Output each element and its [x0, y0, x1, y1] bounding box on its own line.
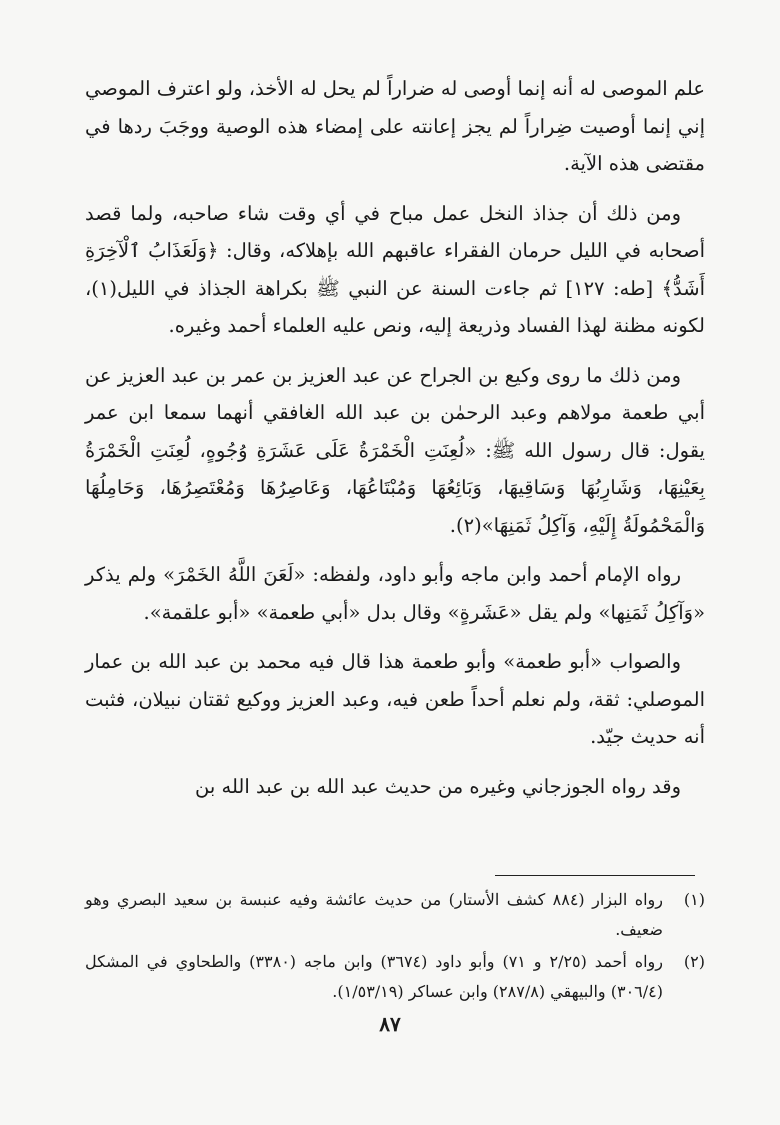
page-number: ٨٧ [379, 1012, 401, 1036]
footnote-number: (١) [683, 890, 705, 909]
footnote [85, 885, 705, 945]
footnote-text: رواه أحمد (٢/٢٥ و ٧١) وأبو داود (٣٦٧٤) وابن ماجه (٣٣٨٠) والطحاوي في المشكل (٣٠٦/٤) والبيهقي (٢٨٧/٨) وابن عساكر (١/٥٣/١٩). [85, 952, 663, 1001]
footnote-number: (٢) [683, 952, 705, 971]
footnote-divider [495, 875, 695, 876]
paragraph: ومن ذلك أن جذاذ النخل عمل مباح في أي وقت شاء صاحبه، ولما قصد أصحابه في الليل حرمان الفقراء عاقبهم الله بإهلاكه، وقال: ﴿وَلَعَذَابُ ٱلْآخِرَةِ أَشَدُّ﴾ [طه: ١٢٧] ثم جاءت السنة عن النبي ﷺ بكراهة الجذاذ في الليل(١)، لكونه مظنة لهذا الفساد وذريعة إليه، ونص عليه العلماء أحمد وغيره. [85, 201, 706, 337]
paragraph: وقد رواه الجوزجاني وغيره من حديث عبد الله بن عبد الله بن [195, 774, 681, 798]
main-text [85, 70, 705, 817]
footnote-text: رواه البزار (٨٨٤ كشف الأستار) من حديث عائشة وفيه عنبسة بن سعيد البصري وهو ضعيف. [85, 890, 663, 939]
paragraph: رواه الإمام أحمد وابن ماجه وأبو داود، ولفظه: «لَعَنَ اللَّهُ الخَمْرَ» ولم يذكر «وَآكِلُ ثَمَنِها» ولم يقل «عَشَرةٍ» وقال بدل «أبي طعمة» «أبو علقمة». [85, 563, 705, 624]
paragraph: ومن ذلك ما روى وكيع بن الجراح عن عبد العزيز بن عمر بن عبد العزيز عن أبي طعمة مولاهم وعبد الرحمٰن بن عبد الله الغافقي أنهما سمعا ابن عمر يقول: قال رسول الله ﷺ: «لُعِنَتِ الْخَمْرَةُ عَلَى عَشَرَةِ وُجُوهٍ، لُعِنَتِ الْخَمْرَةُ بِعَيْنِهَا، وَشَارِبُهَا وَسَاقِيهَا، وَبَائِعُهَا وَمُبْتَاعُهَا، وَعَاصِرُهَا وَمُعْتَصِرُهَا، وَحَامِلُهَا وَالْمَحْمُولَةُ إِلَيْهِ، وَآكِلُ ثَمَنِهَا»(٢). [85, 363, 705, 537]
paragraph: علم الموصى له أنه إنما أوصى له ضراراً لم يحل له الأخذ، ولو اعترف الموصي إني إنما أوصيت ضِراراً لم يجز إعانته على إمضاء هذه الوصية ووجَبَ ردها في مقتضى هذه الآية. [85, 77, 705, 175]
footnotes [85, 885, 705, 1009]
footnote [85, 947, 705, 1007]
paragraph: والصواب «أبو طعمة» وأبو طعمة هذا قال فيه محمد بن عبد الله بن عمار الموصلي: ثقة، ولم نعلم أحداً طعن فيه، وعبد العزيز ووكيع ثقتان نبيلان، فثبت أنه حديث جيّد. [85, 650, 705, 748]
